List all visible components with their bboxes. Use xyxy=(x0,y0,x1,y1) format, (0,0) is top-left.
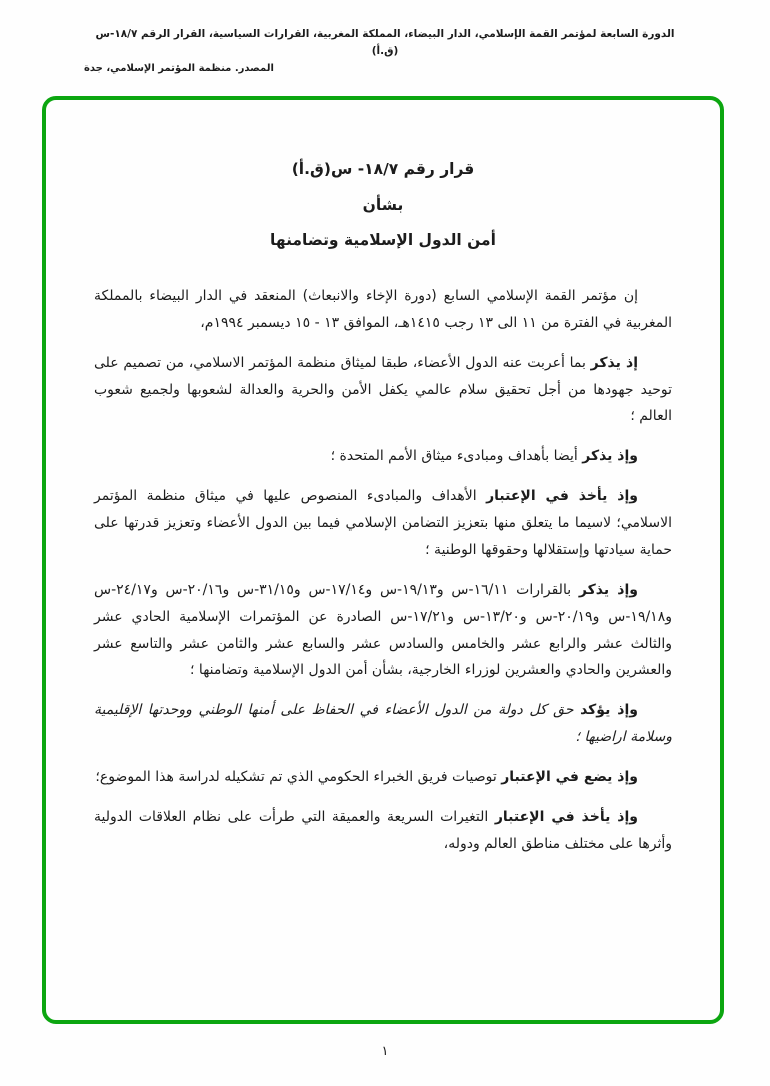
header-source: المصدر. منظمة المؤتمر الإسلامي، جدة xyxy=(84,62,274,74)
paragraph-lead: إذ يذكر xyxy=(590,354,638,371)
paragraph-text: التغيرات السريعة والعميقة التي طرأت على نظام العلاقات الدولية وأثرها على مختلف مناطق العالم ودوله، xyxy=(94,808,672,852)
paragraph-lead: وإذ يؤكد xyxy=(580,702,638,719)
paragraph-text: أيضا بأهداف ومبادىء ميثاق الأمم المتحدة ؛ xyxy=(330,448,578,465)
resolution-number: قرار رقم ١٨/٧- س(ق.أ) xyxy=(291,160,475,178)
paragraph-lead: وإذ يأخذ في الإعتبار xyxy=(486,488,638,505)
resolution-title-block xyxy=(94,152,672,259)
paragraph-text: إن مؤتمر القمة الإسلامي السابع (دورة الإخاء والانبعاث) المنعقد في الدار البيضاء بالمملكة المغربية في الفترة من ١١ الى ١٣ رجب ١٤١٥هـ، الموافق ١٣ - ١٥ ديسمبر ١٩٩٤م، xyxy=(94,287,672,331)
paragraph-lead: وإذ يضع في الإعتبار xyxy=(501,769,638,786)
paragraph-text: حق كل دولة من الدول الأعضاء في الحفاظ على أمنها الوطني ووحدتها الإقليمية وسلامة اراضيها ؛ xyxy=(94,702,672,746)
document-border-frame xyxy=(42,96,724,1024)
resolution-content xyxy=(46,100,720,881)
paragraph-text: بما أعربت عنه الدول الأعضاء، طبقا لميثاق منظمة المؤتمر الاسلامي، من تصميم على توحيد جهودها من أجل تحقيق سلام عالمي يكفل الأمن والحرية والعدالة لشعوبها ولجميع شعوب العالم ؛ xyxy=(94,354,672,425)
paragraph-affirming-rights xyxy=(94,697,672,751)
document-header xyxy=(84,26,686,74)
header-citation: الدورة السابعة لمؤتمر القمة الإسلامي، الدار البيضاء، المملكة المغربية، القرارات السياسية، القرار الرقم ١٨/٧-س (ق.أ) xyxy=(95,28,675,57)
paragraph-lead: وإذ يذكر xyxy=(578,581,638,598)
paragraph-expert-group xyxy=(94,764,672,791)
paragraph-considering-changes xyxy=(94,804,672,858)
paragraph-considering-objectives xyxy=(94,483,672,564)
resolution-subject: أمن الدول الإسلامية وتضامنها xyxy=(270,231,496,250)
paragraph-text: توصيات فريق الخبراء الحكومي الذي تم تشكيله لدراسة هذا الموضوع؛ xyxy=(95,769,497,786)
paragraph-recalling-charter xyxy=(94,350,672,431)
paragraph-text: الأهداف والمبادىء المنصوص عليها في ميثاق منظمة المؤتمر الاسلامي؛ لاسيما ما يتعلق منها بتعزيز التضامن الإسلامي فيما بين الدول الأعضاء وتعزيز قدرتها على حماية سيادتها وإستقلالها وحقوقها الوطنية ؛ xyxy=(94,488,672,558)
paragraph-preamble xyxy=(94,283,672,337)
paragraph-lead: وإذ يأخذ في الإعتبار xyxy=(494,808,638,825)
paragraph-text: بالقرارات ١٦/١١-س و١٩/١٣-س و١٧/١٤-س و٣١/١٥-س و٢٠/١٦-س و٢٤/١٧-س و١٩/١٨-س و٢٠/١٩-س و١٣/٢٠-س و١٧/٢١-س الصادرة عن المؤتمرات الإسلامية الحادي عشر والثالث عشر والرابع عشر والخامس والسادس عشر والسابع عشر والثامن عشر والتاسع عشر والعشرين والحادي والعشرين لوزراء الخارجية، بشأن أمن الدول الإسلامية وتضامنها ؛ xyxy=(94,581,672,679)
paragraph-lead: وإذ يذكر xyxy=(582,448,638,465)
paragraph-recalling-un-charter xyxy=(94,443,672,470)
page-number: ١ xyxy=(381,1044,389,1059)
resolution-regarding: بشأن xyxy=(362,195,404,214)
paragraph-recalling-resolutions xyxy=(94,577,672,685)
